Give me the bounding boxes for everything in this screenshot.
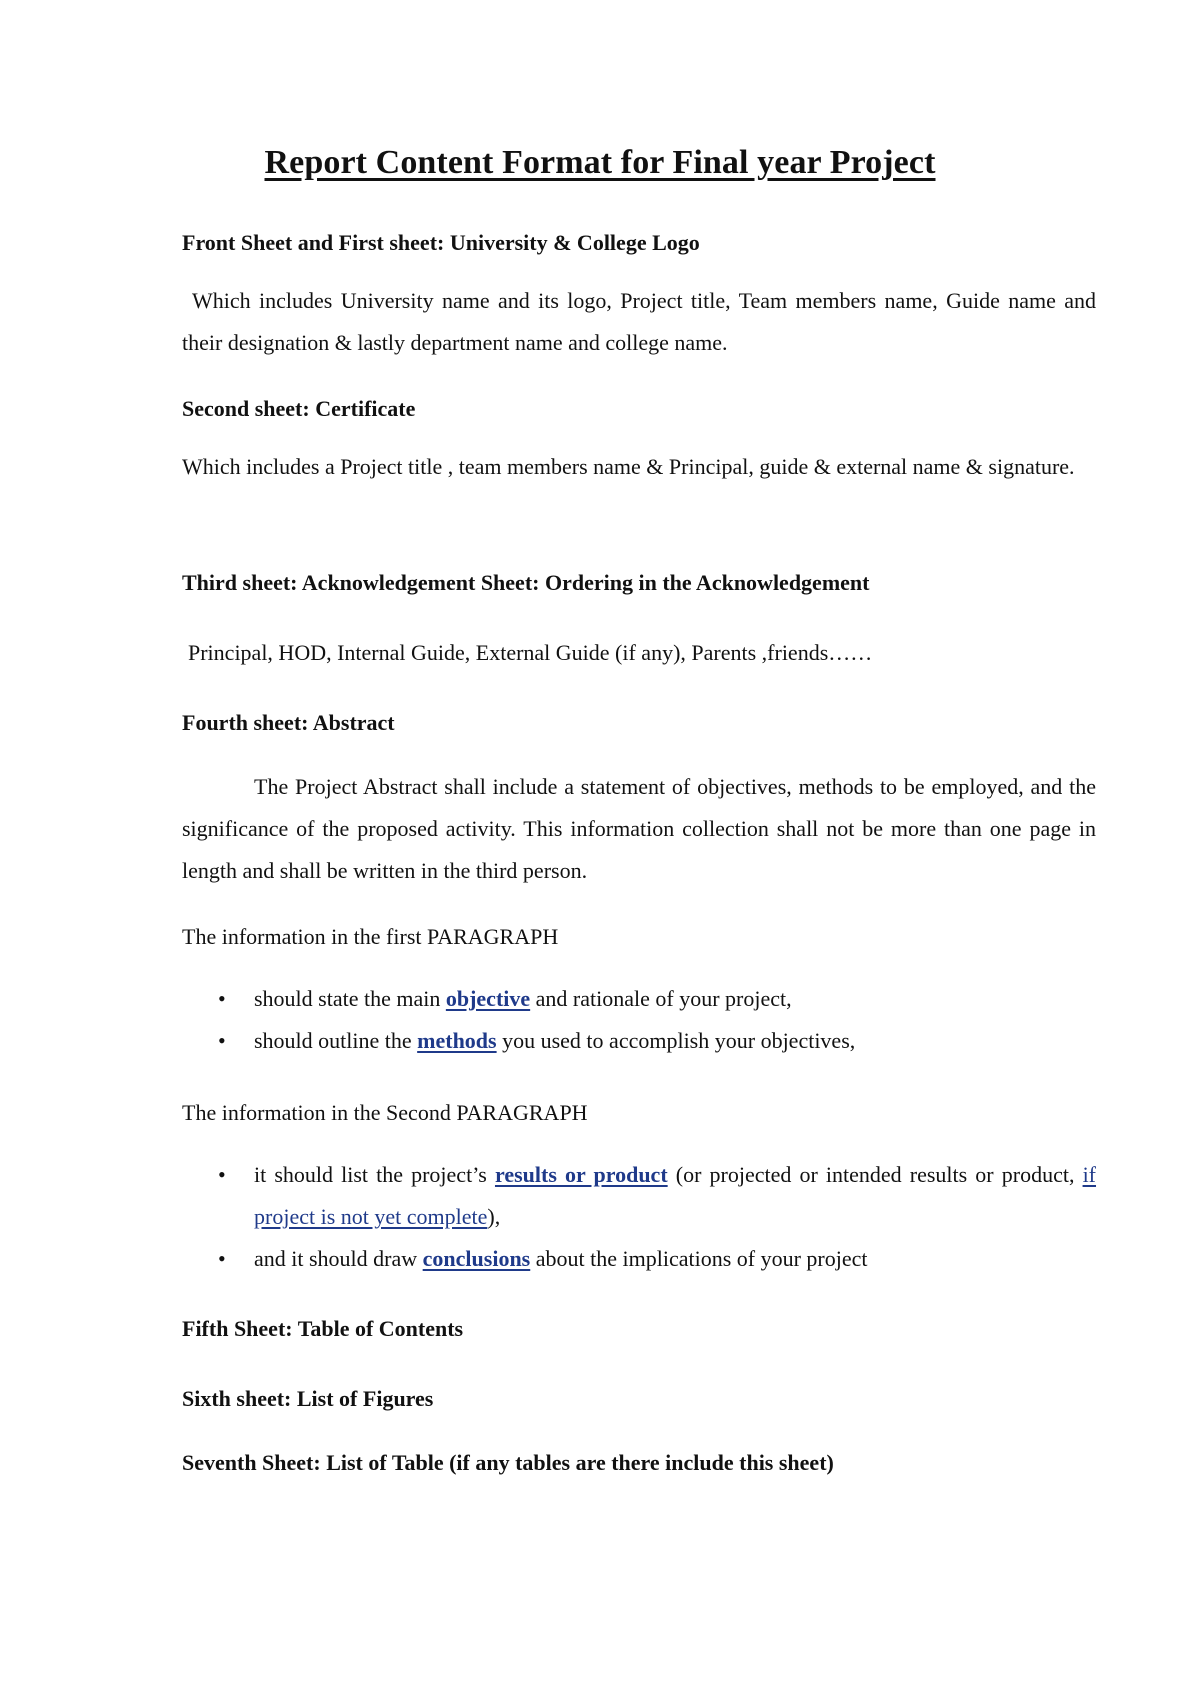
sixth-sheet-heading: Sixth sheet: List of Figures (182, 1386, 434, 1411)
bullet-conclusions (182, 1238, 1096, 1280)
second-paragraph-intro: The information in the Second PARAGRAPH (182, 1100, 588, 1125)
fifth-sheet-heading: Fifth Sheet: Table of Contents (182, 1316, 464, 1341)
conclusions-link[interactable]: conclusions (422, 1246, 531, 1271)
third-sheet-heading: Third sheet: Acknowledgement Sheet: Ordering in the Acknowledgement (182, 570, 870, 595)
bullet-text: and it should draw (254, 1246, 423, 1271)
bullet-text: and rationale of your project, (530, 986, 792, 1011)
bullet-objective (182, 978, 1096, 1020)
bullet-text: ), (487, 1204, 501, 1229)
bullet-icon: • (218, 1028, 226, 1053)
third-sheet-body: Principal, HOD, Internal Guide, External Guide (if any), Parents ,friends…… (188, 640, 873, 665)
fourth-sheet-body: The Project Abstract shall include a statement of objectives, methods to be employed, and the significance of the proposed activity. This information collection shall not be more than one page in length and shall be written in the third person. (182, 774, 1096, 883)
bullet-results (182, 1154, 1096, 1238)
bullet-text: (or projected or intended results or product, (667, 1162, 1083, 1187)
bullet-icon: • (218, 1162, 226, 1187)
second-sheet-heading: Second sheet: Certificate (182, 396, 416, 421)
bullet-text: should outline the (254, 1028, 418, 1053)
methods-link[interactable]: methods (417, 1028, 497, 1053)
bullet-icon: • (218, 1246, 226, 1271)
bullet-text: about the implications of your project (530, 1246, 868, 1271)
first-paragraph-intro: The information in the first PARAGRAPH (182, 924, 559, 949)
seventh-sheet-heading: Seventh Sheet: List of Table (if any tables are there include this sheet) (182, 1450, 834, 1475)
front-sheet-body: Which includes University name and its logo, Project title, Team members name, Guide name and their designation & lastly department name and college name. (182, 288, 1096, 355)
second-sheet-body: Which includes a Project title , team members name & Principal, guide & external name & signature. (182, 454, 1075, 479)
bullet-methods (182, 1020, 1096, 1062)
page-title: Report Content Format for Final year Project (264, 144, 936, 181)
if-project-not-complete-link[interactable]: if project is not yet complete (254, 1162, 1097, 1229)
bullet-text: it should list the project’s (254, 1162, 495, 1187)
bullet-icon: • (218, 986, 226, 1011)
bullet-text: you used to accomplish your objectives, (496, 1028, 856, 1053)
results-or-product-link[interactable]: results or product (494, 1162, 668, 1187)
bullet-text: should state the main (254, 986, 446, 1011)
front-sheet-heading: Front Sheet and First sheet: University & College Logo (182, 230, 700, 255)
fourth-sheet-heading: Fourth sheet: Abstract (182, 710, 395, 735)
objective-link[interactable]: objective (445, 986, 531, 1011)
